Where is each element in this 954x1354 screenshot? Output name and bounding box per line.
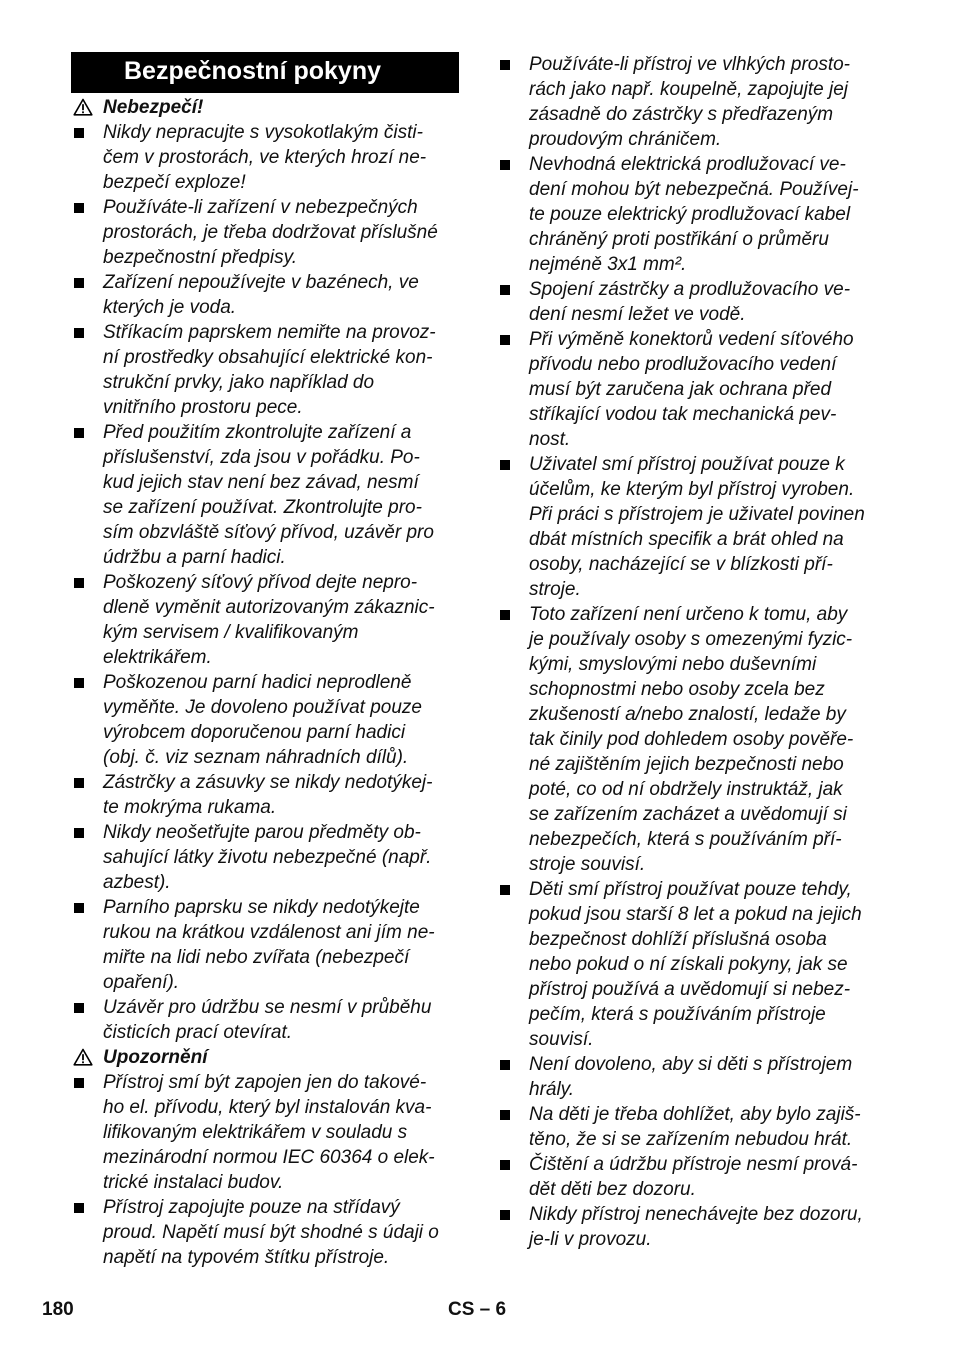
line-text: opaření). [103,972,180,993]
warning-heading-text [71,95,459,120]
list-item-line [497,1077,889,1102]
line-text: se zařízení používat. Zkontrolujte pro- [103,497,422,518]
bullet-square-icon [500,460,510,470]
line-text: azbest). [103,872,171,893]
line-text: Uživatel smí přístroj používat pouze k [529,454,845,475]
bullet-square-icon [500,610,510,620]
bullet-square-icon [74,203,84,213]
line-text: Poškozený síťový přívod dejte nepro- [103,572,418,593]
line-text: výrobcem doporučenou parní hadici [103,722,406,743]
list-item [497,1202,889,1252]
list-item-line [71,245,459,270]
line-text: napětí na typovém štítku přístroje. [103,1247,390,1268]
list-item-line [497,777,889,802]
list-item-line [497,427,889,452]
list-item-line [497,577,889,602]
list-item [497,877,889,1052]
line-text: souvisí. [529,1029,594,1050]
warning-triangle-icon [73,98,93,116]
list-item-line [71,620,459,645]
line-text: Děti smí přístroj používat pouze tehdy, [529,879,852,900]
list-item-line [71,545,459,570]
list-item-line [71,445,459,470]
bullet-square-icon [500,1210,510,1220]
line-text: kými, smyslovými nebo duševními [529,654,817,675]
line-text: proudovým chráničem. [529,129,722,150]
line-text: Stříkacím paprskem nemiřte na provoz- [103,322,436,343]
warning-heading-text [71,1045,459,1070]
line-text: kud jejich stav není bez závad, nesmí [103,472,419,493]
line-text: Není dovoleno, aby si děti s přístrojem [529,1054,853,1075]
line-text: Na děti je třeba dohlížet, aby bylo zajiš- [529,1104,861,1125]
line-text: Před použitím zkontrolujte zařízení a [103,422,412,443]
list-item-line [497,502,889,527]
list-item-line [71,745,459,770]
list-item [497,1152,889,1202]
line-text: (obj. č. viz seznam náhradních dílů). [103,747,409,768]
list-item [71,770,459,820]
list-item-line [497,302,889,327]
line-text: nebezpečích, která s používáním pří- [529,829,842,850]
bullet-square-icon [500,60,510,70]
list-item-line [497,352,889,377]
line-text: Nevhodná elektrická prodlužovací ve- [529,154,846,175]
list-item [71,995,459,1045]
list-item-line [71,1095,459,1120]
list-item-line [497,877,889,902]
list-item-line [497,152,889,177]
warning-heading [71,95,459,120]
line-text: Nikdy nepracujte s vysokotlakým čisti- [103,122,423,143]
line-text: dbát místních specifik a brát ohled na [529,529,844,550]
line-text: Přístroj smí být zapojen jen do takové- [103,1072,427,1093]
line-text: vnitřního prostoru pece. [103,397,303,418]
list-item-line [71,295,459,320]
line-text: dení mohou být nebezpečná. Používej- [529,179,859,200]
list-item-line [497,952,889,977]
line-text: vyměňte. Je dovoleno používat pouze [103,697,422,718]
line-text: sahující látky životu nebezpečné (např. [103,847,432,868]
list-item-line [497,102,889,127]
list-item [71,120,459,195]
list-item-line [71,895,459,920]
list-item [497,452,889,602]
list-item [71,570,459,670]
line-text: těno, že si se zařízením nebudou hrát. [529,1129,853,1150]
list-item-line [497,452,889,477]
line-text: Spojení zástrčky a prodlužovacího ve- [529,279,851,300]
bullet-square-icon [74,578,84,588]
line-text: dět děti bez dozoru. [529,1179,696,1200]
line-text: čem v prostorách, ve kterých hrozí ne- [103,147,427,168]
list-item-line [497,602,889,627]
list-item-line [71,220,459,245]
list-item-line [71,695,459,720]
line-text: stroje souvisí. [529,854,646,875]
bullet-square-icon [74,428,84,438]
line-text: nost. [529,429,571,450]
list-item [71,195,459,270]
line-text: poté, co od ní obdržely instruktáž, jak [529,779,843,800]
line-text: hrály. [529,1079,575,1100]
list-item-line [497,202,889,227]
list-item-line [71,970,459,995]
line-text: dleně vyměnit autorizovaným zákaznic- [103,597,435,618]
line-text: miřte na lidi nebo zvířata (nebezpečí [103,947,410,968]
line-text: te pouze elektrický prodlužovací kabel [529,204,851,225]
list-item-line [71,670,459,695]
list-item-line [497,652,889,677]
warning-heading [71,1045,459,1070]
line-text: zásadně do zástrčky s předřazeným [529,104,834,125]
list-item [71,1070,459,1195]
bullet-square-icon [74,678,84,688]
list-item-line [497,252,889,277]
list-item-line [497,977,889,1002]
line-text: Parního paprsku se nikdy nedotýkejte [103,897,420,918]
left-column [71,52,459,1270]
line-text: účelům, ke kterým byl přístroj vyroben. [529,479,855,500]
list-item-line [71,1195,459,1220]
list-item-line [71,120,459,145]
line-text: Toto zařízení není určeno k tomu, aby [529,604,848,625]
left-safety-list [71,95,459,1270]
list-item-line [71,1145,459,1170]
list-item-line [71,920,459,945]
bullet-square-icon [500,1160,510,1170]
list-item-line [71,320,459,345]
line-text: přívodu nebo prodlužovacího vedení [529,354,837,375]
line-text: prostorách, je třeba dodržovat příslušné [103,222,438,243]
list-item-line [71,770,459,795]
list-item-line [71,570,459,595]
list-item-line [497,527,889,552]
line-text: je-li v provozu. [529,1229,652,1250]
list-item-line [497,377,889,402]
list-item-line [497,1227,889,1252]
list-item-line [497,702,889,727]
list-item-line [497,852,889,877]
list-item-line [497,277,889,302]
line-text: Nebezpečí! [103,97,204,118]
list-item [497,52,889,152]
list-item-line [71,845,459,870]
list-item-line [497,1027,889,1052]
list-item-line [71,945,459,970]
line-text: dení nesmí ležet ve vodě. [529,304,746,325]
line-text: tak činily pod dohledem osoby pověře- [529,729,854,750]
line-text: né zajištěním jejich bezpečnosti nebo [529,754,844,775]
list-item-line [71,470,459,495]
line-text: kterých je voda. [103,297,237,318]
bullet-square-icon [74,828,84,838]
line-text: musí být zaručena jak ochrana před [529,379,832,400]
line-text: strukční prvky, jako například do [103,372,375,393]
list-item-line [497,902,889,927]
list-item-line [71,820,459,845]
list-item-line [497,802,889,827]
list-item-line [71,195,459,220]
list-item-line [71,1120,459,1145]
list-item-line [71,1070,459,1095]
list-item-line [497,752,889,777]
line-text: nebo pokud o ní získali pokyny, jak se [529,954,848,975]
list-item-line [497,677,889,702]
list-item-line [71,520,459,545]
list-item [71,1195,459,1270]
list-item-line [71,170,459,195]
list-item-line [497,477,889,502]
line-text: Zařízení nepoužívejte v bazénech, ve [103,272,419,293]
list-item-line [497,552,889,577]
line-text: čisticích prací otevírat. [103,1022,293,1043]
list-item-line [71,370,459,395]
list-item-line [497,127,889,152]
list-item-line [71,395,459,420]
line-text: příslušenství, zda jsou v pořádku. Po- [103,447,420,468]
list-item-line [497,1102,889,1127]
line-text: stříkající vodou tak mechanická pev- [529,404,837,425]
list-item [497,602,889,877]
list-item-line [497,1127,889,1152]
line-text: Nikdy neošetřujte parou předměty ob- [103,822,421,843]
bullet-square-icon [74,128,84,138]
section-title: Bezpečnostní pokyny [71,52,459,93]
list-item [71,320,459,420]
list-item-line [497,827,889,852]
bullet-square-icon [74,278,84,288]
line-text: stroje. [529,579,581,600]
line-text: rukou na krátkou vzdálenost ani jím ne- [103,922,435,943]
bullet-square-icon [500,1060,510,1070]
list-item [497,1052,889,1102]
list-item-line [497,727,889,752]
line-text: te mokrýma rukama. [103,797,277,818]
list-item-line [71,645,459,670]
bullet-square-icon [500,885,510,895]
line-text: Nikdy přístroj nenechávejte bez dozoru, [529,1204,863,1225]
list-item-line [497,1152,889,1177]
line-text: Používáte-li zařízení v nebezpečných [103,197,418,218]
bullet-square-icon [74,903,84,913]
line-text: Uzávěr pro údržbu se nesmí v průběhu [103,997,432,1018]
line-text: schopnostmi nebo osoby zcela bez [529,679,825,700]
line-text: proud. Napětí musí být shodné s údaji o [103,1222,439,1243]
line-text: Poškozenou parní hadici neprodleně [103,672,412,693]
list-item-line [497,1052,889,1077]
line-text: je používaly osoby s omezenými fyzic- [529,629,853,650]
bullet-square-icon [500,335,510,345]
bullet-square-icon [74,328,84,338]
right-safety-list [497,52,889,1252]
line-text: mezinárodní normou IEC 60364 o elek- [103,1147,435,1168]
line-text: Přístroj zapojujte pouze na střídavý [103,1197,400,1218]
list-item-line [71,495,459,520]
list-item-line [71,795,459,820]
line-text: Upozornění [103,1047,208,1068]
list-item-line [71,1245,459,1270]
list-item-line [71,720,459,745]
line-text: přístroj používá a uvědomují si nebez- [529,979,851,1000]
line-text: sím obzvláště síťový přívod, uzávěr pro [103,522,434,543]
line-text: pečím, která s používáním přístroje [529,1004,826,1025]
list-item-line [71,995,459,1020]
list-item-line [497,1002,889,1027]
list-item-line [497,327,889,352]
bullet-square-icon [74,1003,84,1013]
bullet-square-icon [500,1110,510,1120]
bullet-square-icon [74,1078,84,1088]
list-item [71,270,459,320]
line-text: Používáte-li přístroj ve vlhkých prosto- [529,54,851,75]
list-item-line [71,145,459,170]
line-text: údržbu a parní hadici. [103,547,286,568]
list-item [71,420,459,570]
list-item-line [71,870,459,895]
list-item-line [71,270,459,295]
line-text: ho el. přívodu, který byl instalován kva- [103,1097,432,1118]
line-text: Zástrčky a zásuvky se nikdy nedotýkej- [103,772,433,793]
line-text: nejméně 3x1 mm². [529,254,687,275]
line-text: Při práci s přístrojem je uživatel povinen [529,504,865,525]
list-item-line [71,595,459,620]
list-item-line [71,1170,459,1195]
line-text: rách jako např. koupelně, zapojujte jej [529,79,848,100]
list-item-line [71,345,459,370]
bullet-square-icon [500,285,510,295]
line-text: Při výměně konektorů vedení síťového [529,329,854,350]
line-text: osoby, nacházející se v blízkosti pří- [529,554,833,575]
line-text: ní prostředky obsahující elektrické kon- [103,347,433,368]
line-text: chráněný proti postřikání o průměru [529,229,829,250]
line-text: kým servisem / kvalifikovaným [103,622,359,643]
bullet-square-icon [74,778,84,788]
line-text: zkušeností a/nebo znalostí, ledaže by [529,704,846,725]
line-text: Čištění a údržbu přístroje nesmí prová- [529,1154,858,1175]
list-item-line [497,1177,889,1202]
list-item [71,670,459,770]
list-item-line [497,927,889,952]
bullet-square-icon [74,1203,84,1213]
right-column [497,52,889,1252]
warning-triangle-icon [73,1048,93,1066]
list-item [497,327,889,452]
list-item [71,895,459,995]
line-text: bezpečnostní předpisy. [103,247,297,268]
line-text: pokud jsou starší 8 let a pokud na jejich [529,904,862,925]
page-code: CS – 6 [448,1299,507,1320]
list-item-line [497,627,889,652]
line-text: se zařízením zacházet a uvědomují si [529,804,847,825]
list-item [497,152,889,277]
line-text: lifikovaným elektrikářem v souladu s [103,1122,408,1143]
line-text: bezpečnost dohlíží příslušná osoba [529,929,827,950]
bullet-square-icon [500,160,510,170]
line-text: elektrikářem. [103,647,212,668]
line-text: bezpečí exploze! [103,172,246,193]
list-item-line [497,52,889,77]
list-item [497,1102,889,1152]
list-item-line [497,77,889,102]
list-item-line [497,1202,889,1227]
list-item-line [497,227,889,252]
list-item-line [71,1220,459,1245]
line-text: trické instalaci budov. [103,1172,284,1193]
list-item-line [497,177,889,202]
list-item-line [71,420,459,445]
list-item [497,277,889,327]
list-item-line [71,1020,459,1045]
page-number: 180 [42,1299,74,1320]
list-item [71,820,459,895]
list-item-line [497,402,889,427]
